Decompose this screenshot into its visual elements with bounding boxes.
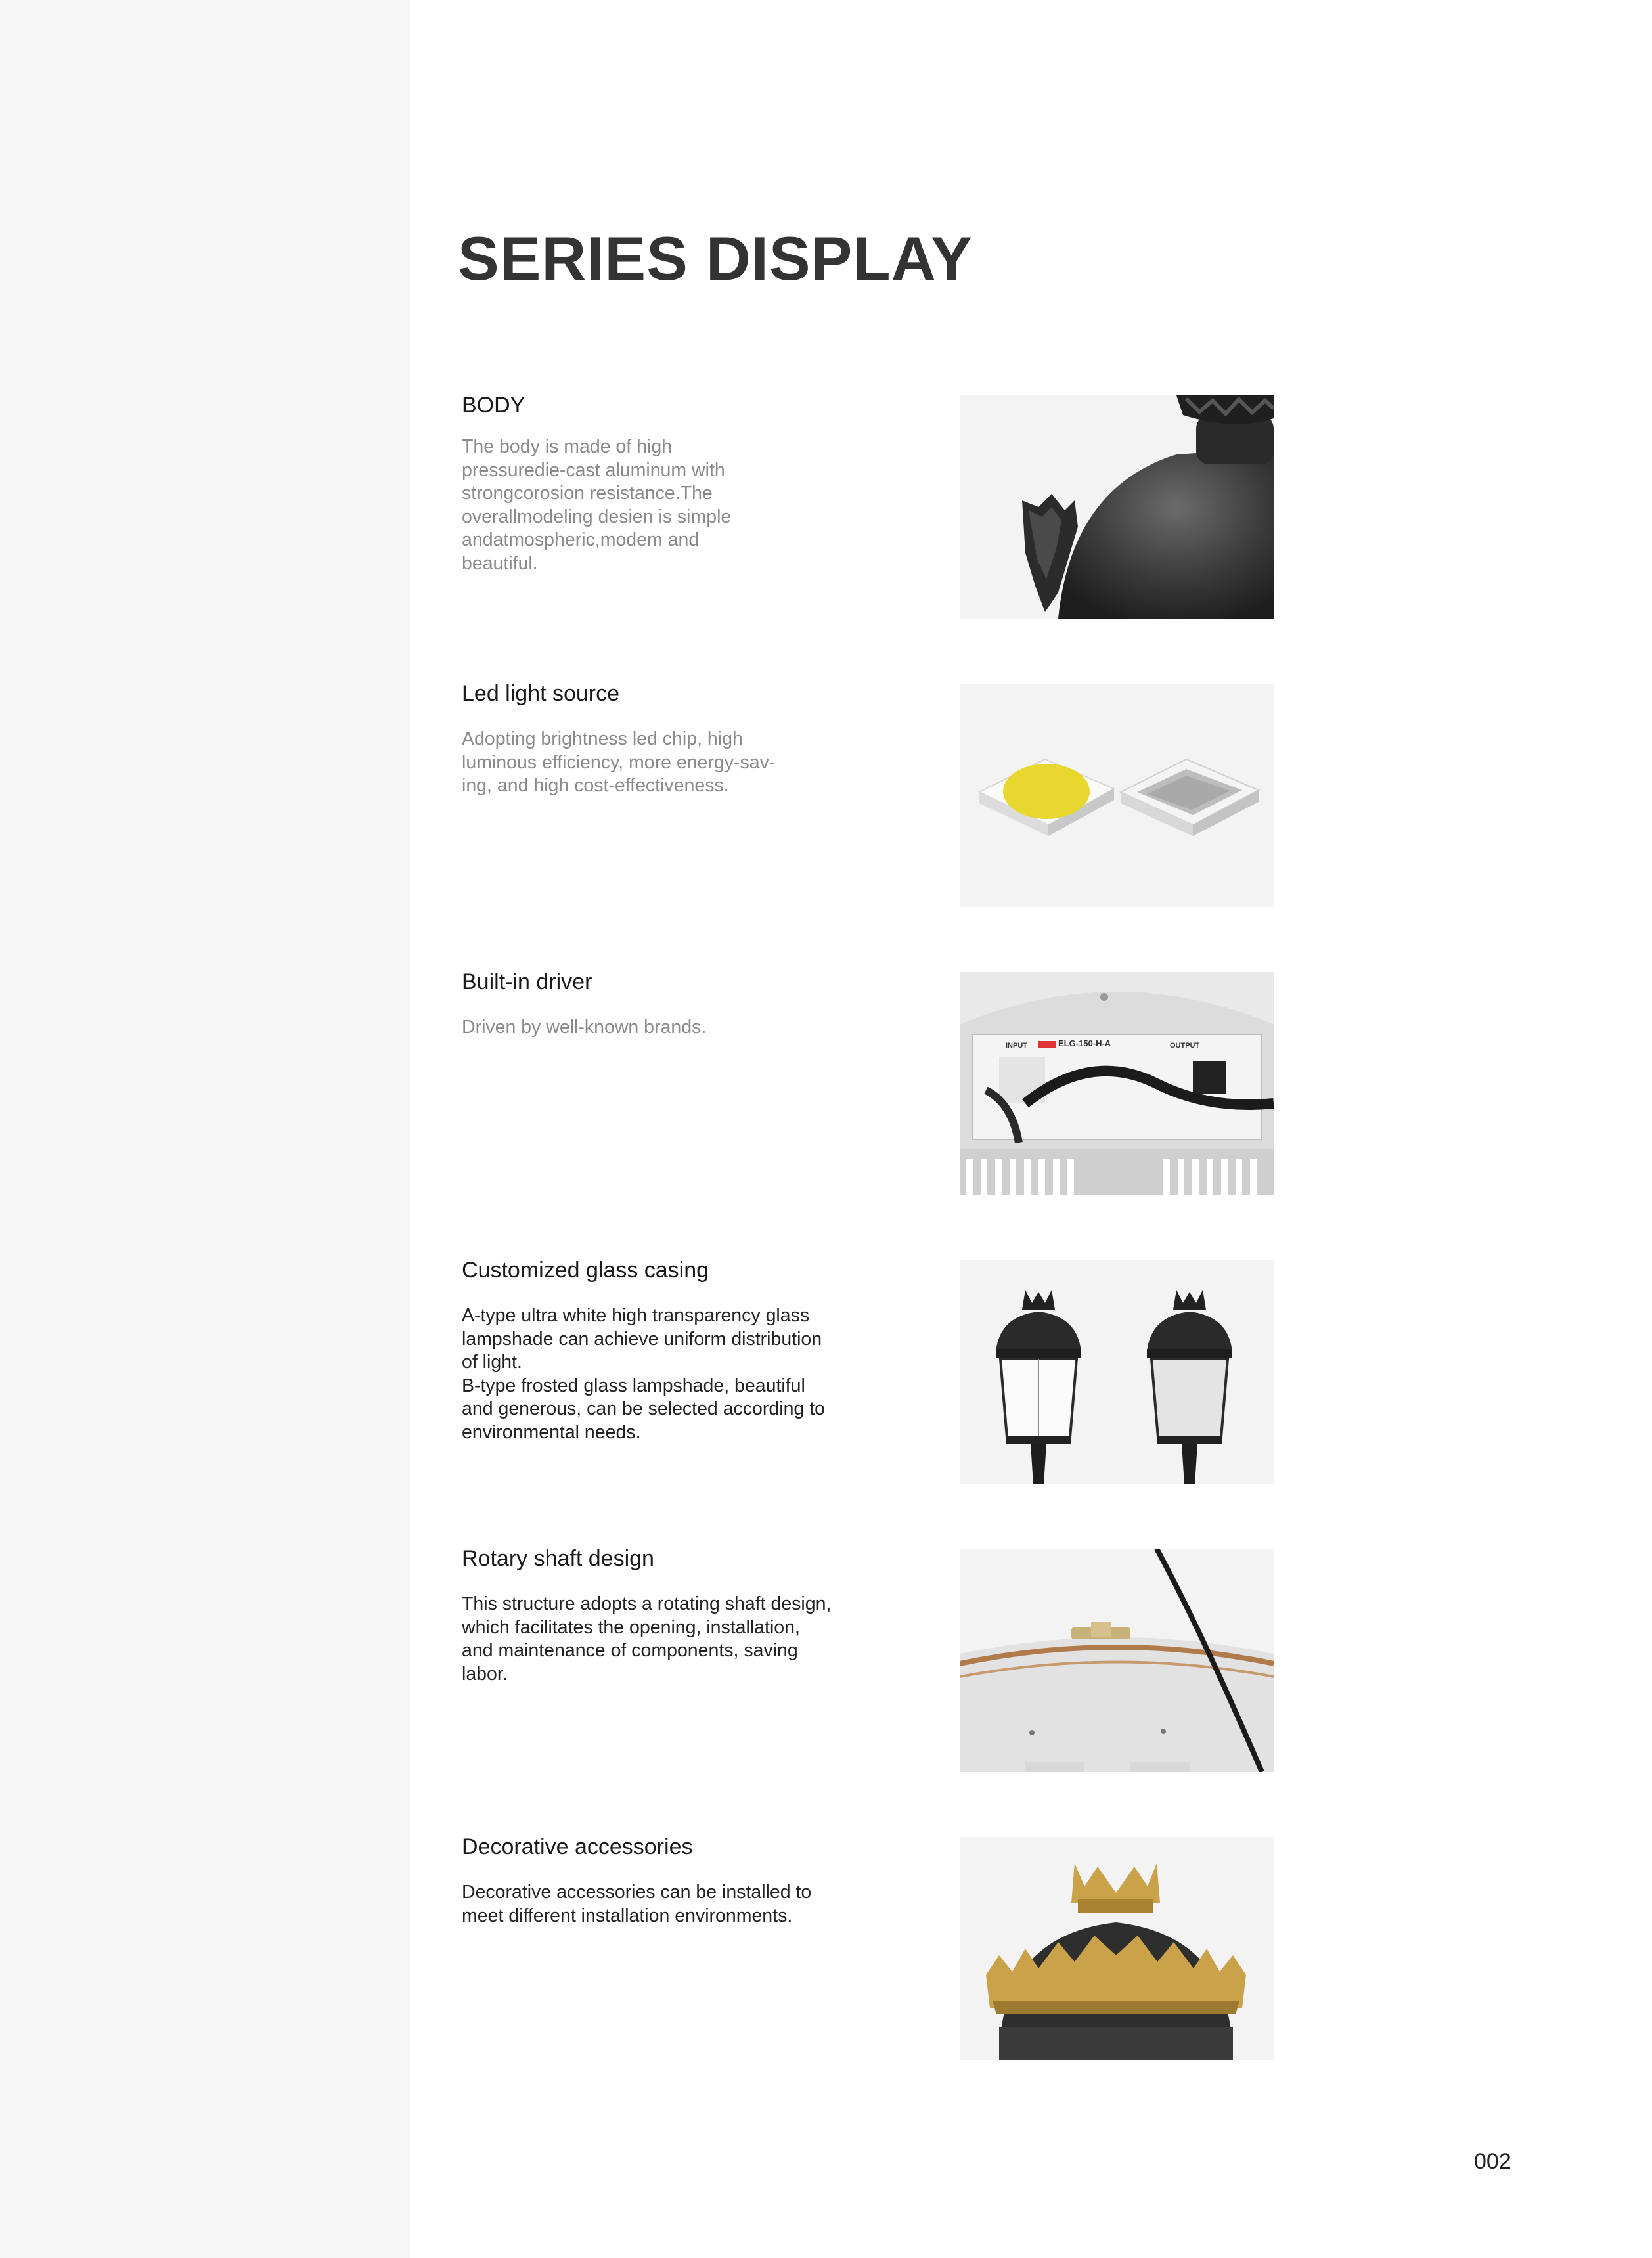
section-description: Driven by well-known brands. (462, 1017, 707, 1038)
section-built-in-driver (462, 969, 882, 1040)
section-customized-glass-casing (462, 1258, 882, 1444)
driver-output-label: OUTPUT (1170, 1042, 1200, 1050)
section-description: This structure adopts a rotating shaft design, which facilitates the opening, installation, and maintenance of components, saving labor. (462, 1593, 832, 1685)
section-title: Led light source (462, 681, 620, 706)
driver-input-label: INPUT (1006, 1042, 1027, 1050)
glass-casing-image (960, 1260, 1274, 1484)
left-sidebar-panel (0, 0, 410, 2258)
driver-image (960, 972, 1274, 1195)
section-led-light-source (462, 681, 882, 798)
section-title: Decorative accessories (462, 1834, 693, 1859)
section-description: A-type ultra white high transparency glass lampshade can achieve uniform distribution of light. B-type frosted glass lampshade, beautiful and generous, can be selected according to environmental needs. (462, 1305, 825, 1443)
section-description: The body is made of high pressuredie-cast aluminum with strongcorosion resistance.The overallmodeling desien is simple andatmospheric,modem and beautiful. (462, 436, 732, 574)
section-title: Built-in driver (462, 969, 592, 994)
page-title: SERIES DISPLAY (458, 224, 973, 293)
section-body (462, 393, 882, 575)
section-title: BODY (462, 393, 525, 418)
section-decorative-accessories (462, 1834, 882, 1928)
decorative-crown-image (960, 1837, 1274, 2060)
rotary-shaft-image (960, 1549, 1274, 1772)
section-title: Rotary shaft design (462, 1546, 654, 1571)
section-rotary-shaft-design (462, 1546, 882, 1686)
section-description: Decorative accessories can be installed to meet different installation environments. (462, 1882, 812, 1926)
driver-model-label: ELG-150-H-A (1058, 1038, 1111, 1048)
page-number: 002 (1474, 2149, 1511, 2174)
body-housing-image (960, 395, 1274, 619)
section-description: Adopting brightness led chip, high luminous efficiency, more energy-sav- ing, and high cost-effectiveness. (462, 728, 776, 796)
section-title: Customized glass casing (462, 1258, 709, 1283)
led-chip-image (960, 684, 1274, 907)
